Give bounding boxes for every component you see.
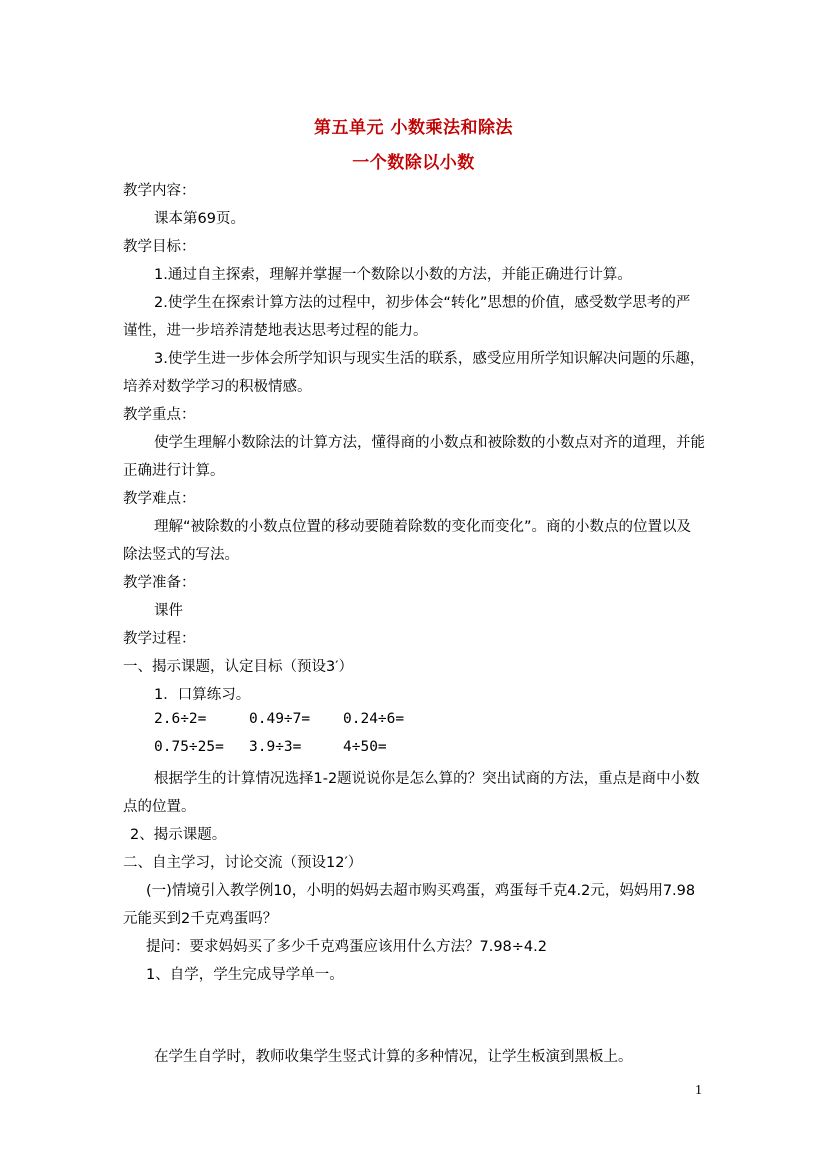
goal-3-line-2: 培养对数学学习的积极情感。 — [123, 379, 312, 395]
label-key: 教学重点： — [123, 407, 196, 423]
page-number: 1 — [695, 1083, 702, 1098]
goal-2-line-2: 谨性，进一步培养清楚地表达思考过程的能力。 — [123, 323, 428, 339]
reveal-topic: 2、揭示课题。 — [130, 827, 227, 843]
label-goals: 教学目标： — [123, 239, 196, 255]
label-content: 教学内容： — [123, 183, 196, 199]
oral-practice: 1．口算练习。 — [154, 687, 251, 703]
calc-item: 3.9÷3= — [249, 739, 302, 755]
label-prep: 教学准备： — [123, 575, 196, 591]
difficult-line-1: 理解“被除数的小数点位置的移动要随着除数的变化而变化”。商的小数点的位置以及 — [154, 519, 692, 535]
goal-3-line-1: 3.使学生进一步体会所学知识与现实生活的联系，感受应用所学知识解决问题的乐趣， — [154, 351, 705, 367]
label-process: 教学过程： — [123, 631, 196, 647]
difficult-line-2: 除法竖式的写法。 — [123, 547, 239, 563]
section-1-heading: 一、揭示课题，认定目标（预设3′） — [123, 659, 354, 675]
section-2-heading: 二、自主学习，讨论交流（预设12′） — [123, 855, 363, 871]
teacher-note: 在学生自学时，教师收集学生竖式计算的多种情况，让学生板演到黑板上。 — [154, 1049, 633, 1065]
calc-item: 4÷50= — [343, 739, 387, 755]
key-line-2: 正确进行计算。 — [123, 463, 225, 479]
prep-text: 课件 — [154, 603, 183, 619]
self-study-line: 1、自学，学生完成导学单一。 — [146, 967, 344, 983]
unit-title: 第五单元 小数乘法和除法 — [314, 118, 513, 138]
content-text: 课本第69页。 — [154, 211, 245, 227]
calc-item: 0.49÷7= — [249, 711, 311, 727]
question-line: 提问：要求妈妈买了多少千克鸡蛋应该用什么方法？7.98÷4.2 — [146, 939, 547, 955]
example-line-1: (一)情境引入教学例10，小明的妈妈去超市购买鸡蛋，鸡蛋每千克4.2元，妈妈用7.98 — [146, 883, 696, 899]
calc-item: 0.75÷25= — [154, 739, 224, 755]
calc-item: 2.6÷2= — [154, 711, 207, 727]
lesson-title: 一个数除以小数 — [352, 153, 475, 173]
explain-line-1: 根据学生的计算情况选择1-2题说说你是怎么算的？突出试商的方法，重点是商中小数 — [154, 771, 700, 787]
explain-line-2: 点的位置。 — [123, 799, 196, 815]
example-line-2: 元能买到2千克鸡蛋吗？ — [123, 911, 278, 927]
label-difficult: 教学难点： — [123, 491, 196, 507]
goal-1: 1.通过自主探索，理解并掌握一个数除以小数的方法，并能正确进行计算。 — [154, 267, 632, 283]
key-line-1: 使学生理解小数除法的计算方法，懂得商的小数点和被除数的小数点对齐的道理，并能 — [154, 435, 705, 451]
goal-2-line-1: 2.使学生在探索计算方法的过程中，初步体会“转化”思想的价值，感受数学思考的严 — [154, 295, 691, 311]
calc-item: 0.24÷6= — [343, 711, 405, 727]
